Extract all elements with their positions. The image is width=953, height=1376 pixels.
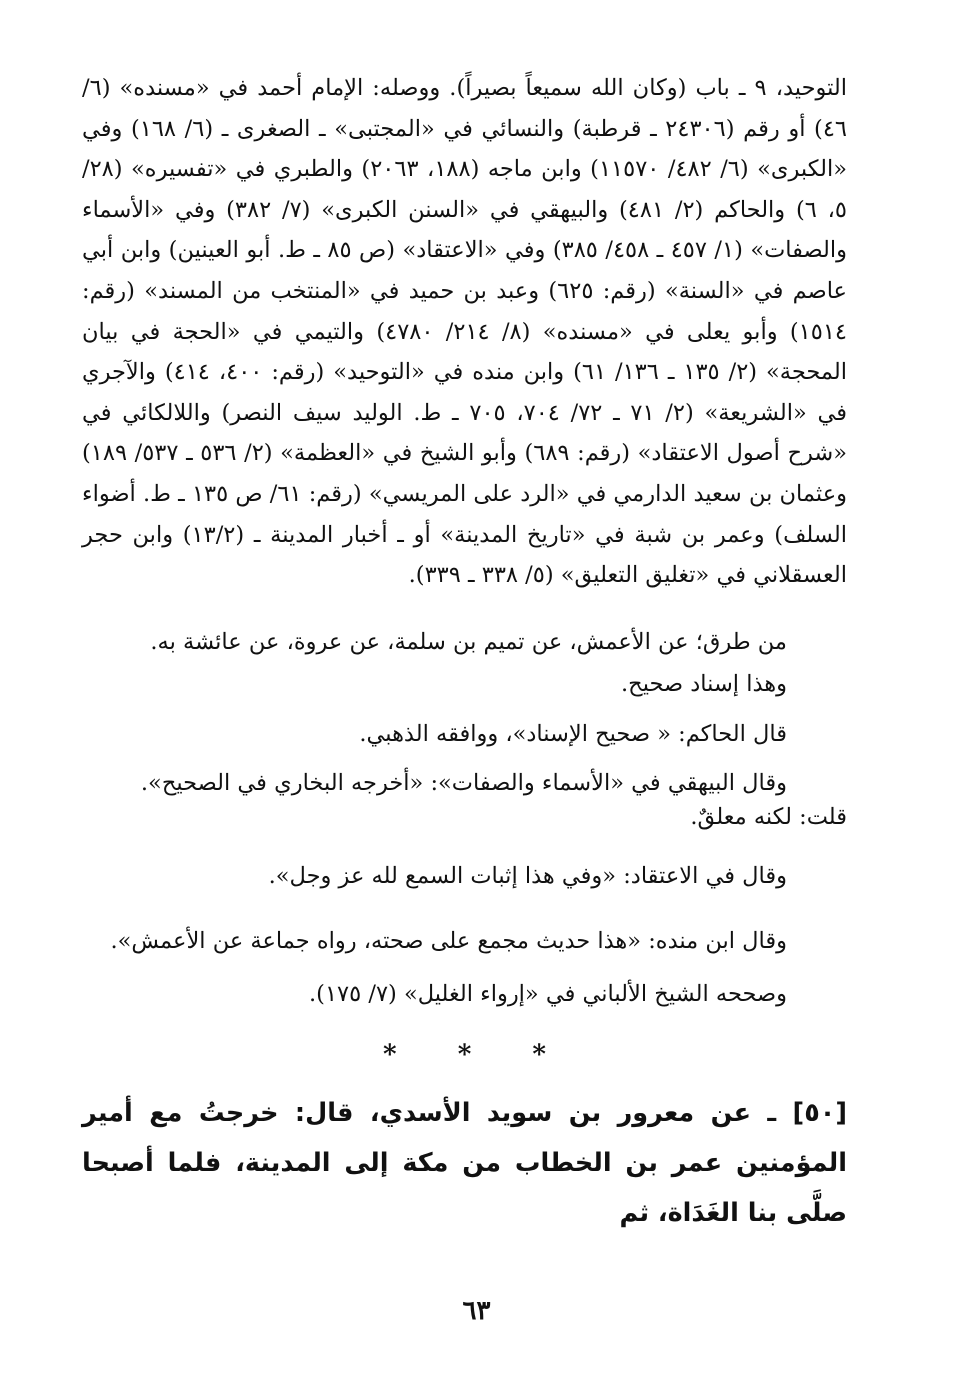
isnad-grading-line: وهذا إسناد صحيح.: [621, 670, 787, 697]
author-note-line: قلت: لكنه معلقٌ.: [690, 803, 847, 830]
hadith-50-text: [٥٠] ـ عن معرور بن سويد الأسدي، قال: خرجتُ مع أمير المؤمنين عمر بن الخطاب من مكة إلى المدينة، فلما أصبحا صلَّى بنا الغَدَاة، ثم: [82, 1097, 847, 1228]
page-number: ٦٣: [462, 1296, 491, 1326]
chain-of-narration-line: من طرق؛ عن الأعمش، عن تميم بن سلمة، عن عروة، عن عائشة به.: [150, 628, 787, 655]
itiqad-statement-line: وقال في الاعتقاد: «وفي هذا إثبات السمع لله عز وجل».: [268, 862, 787, 889]
hakim-statement-line: قال الحاكم: « صحيح الإسناد»، ووافقه الذهبي.: [359, 720, 787, 747]
ibn-mandah-statement-paragraph: وقال ابن منده: «هذا حديث مجمع على صحته، رواه جماعة عن الأعمش».: [110, 927, 787, 954]
section-separator-asterisks: * * *: [383, 1039, 572, 1070]
footnote-takhrij-paragraph: التوحيد، ٩ ـ باب (وكان الله سميعاً بصيراً). ووصله: الإمام أحمد في «مسنده» (٦/ ٤٦) أو رقم (٢٤٣٠٦ ـ قرطبة) والنسائي في «المجتبى» ـ الصغرى ـ (٦/ ١٦٨) وفي «الكبرى» (٦/ ٤٨٢/ ١١٥٧٠) وابن ماجه (١٨٨، ٢٠٦٣) والطبري في «تفسيره» (٢٨/ ٥، ٦) والحاكم (٢/ ٤٨١) والبيهقي في «السنن الكبرى» (٧/ ٣٨٢) وفي «الأسماء والصفات» (١/ ٤٥٧ ـ ٤٥٨/ ٣٨٥) وفي «الاعتقاد» (ص ٨٥ ـ ط. أبو العينين) وابن أبي عاصم في «السنة» (رقم: ٦٢٥) وعبد بن حميد في «المنتخب من المسند» (رقم: ١٥١٤) وأبو يعلى في «مسنده» (٨/ ٢١٤/ ٤٧٨٠) والتيمي في «الحجة في بيان المحجة» (٢/ ١٣٥ ـ ١٣٦/ ٦١) وابن منده في «التوحيد» (رقم: ٤٠٠، ٤١٤) والآجري في «الشريعة» (٢/ ٧١ ـ ٧٢/ ٧٠٤، ٧٠٥ ـ ط. الوليد سيف النصر) واللالكائي في «شرح أصول الاعتقاد» (رقم: ٦٨٩) وأبو الشيخ في «العظمة» (٢/ ٥٣٦ ـ ٥٣٧/ ١٨٩) وعثمان بن سعيد الدارمي في «الرد على المريسي» (رقم: ٦١/ ص ١٣٥ ـ ط. أضواء السلف) وعمر بن شبة في «تاريخ المدينة» أو ـ أخبار المدينة ـ (١٣/٢) وابن حجر العسقلاني في «تغليق التعليق» (٥/ ٣٣٨ ـ ٣٣٩).: [82, 75, 848, 589]
bayhaqi-statement-line: وقال البيهقي في «الأسماء والصفات»: «أخرجه البخاري في الصحيح».: [140, 769, 787, 796]
albani-statement-line: وصححه الشيخ الألباني في «إرواء الغليل» (٧/ ١٧٥).: [309, 980, 787, 1007]
